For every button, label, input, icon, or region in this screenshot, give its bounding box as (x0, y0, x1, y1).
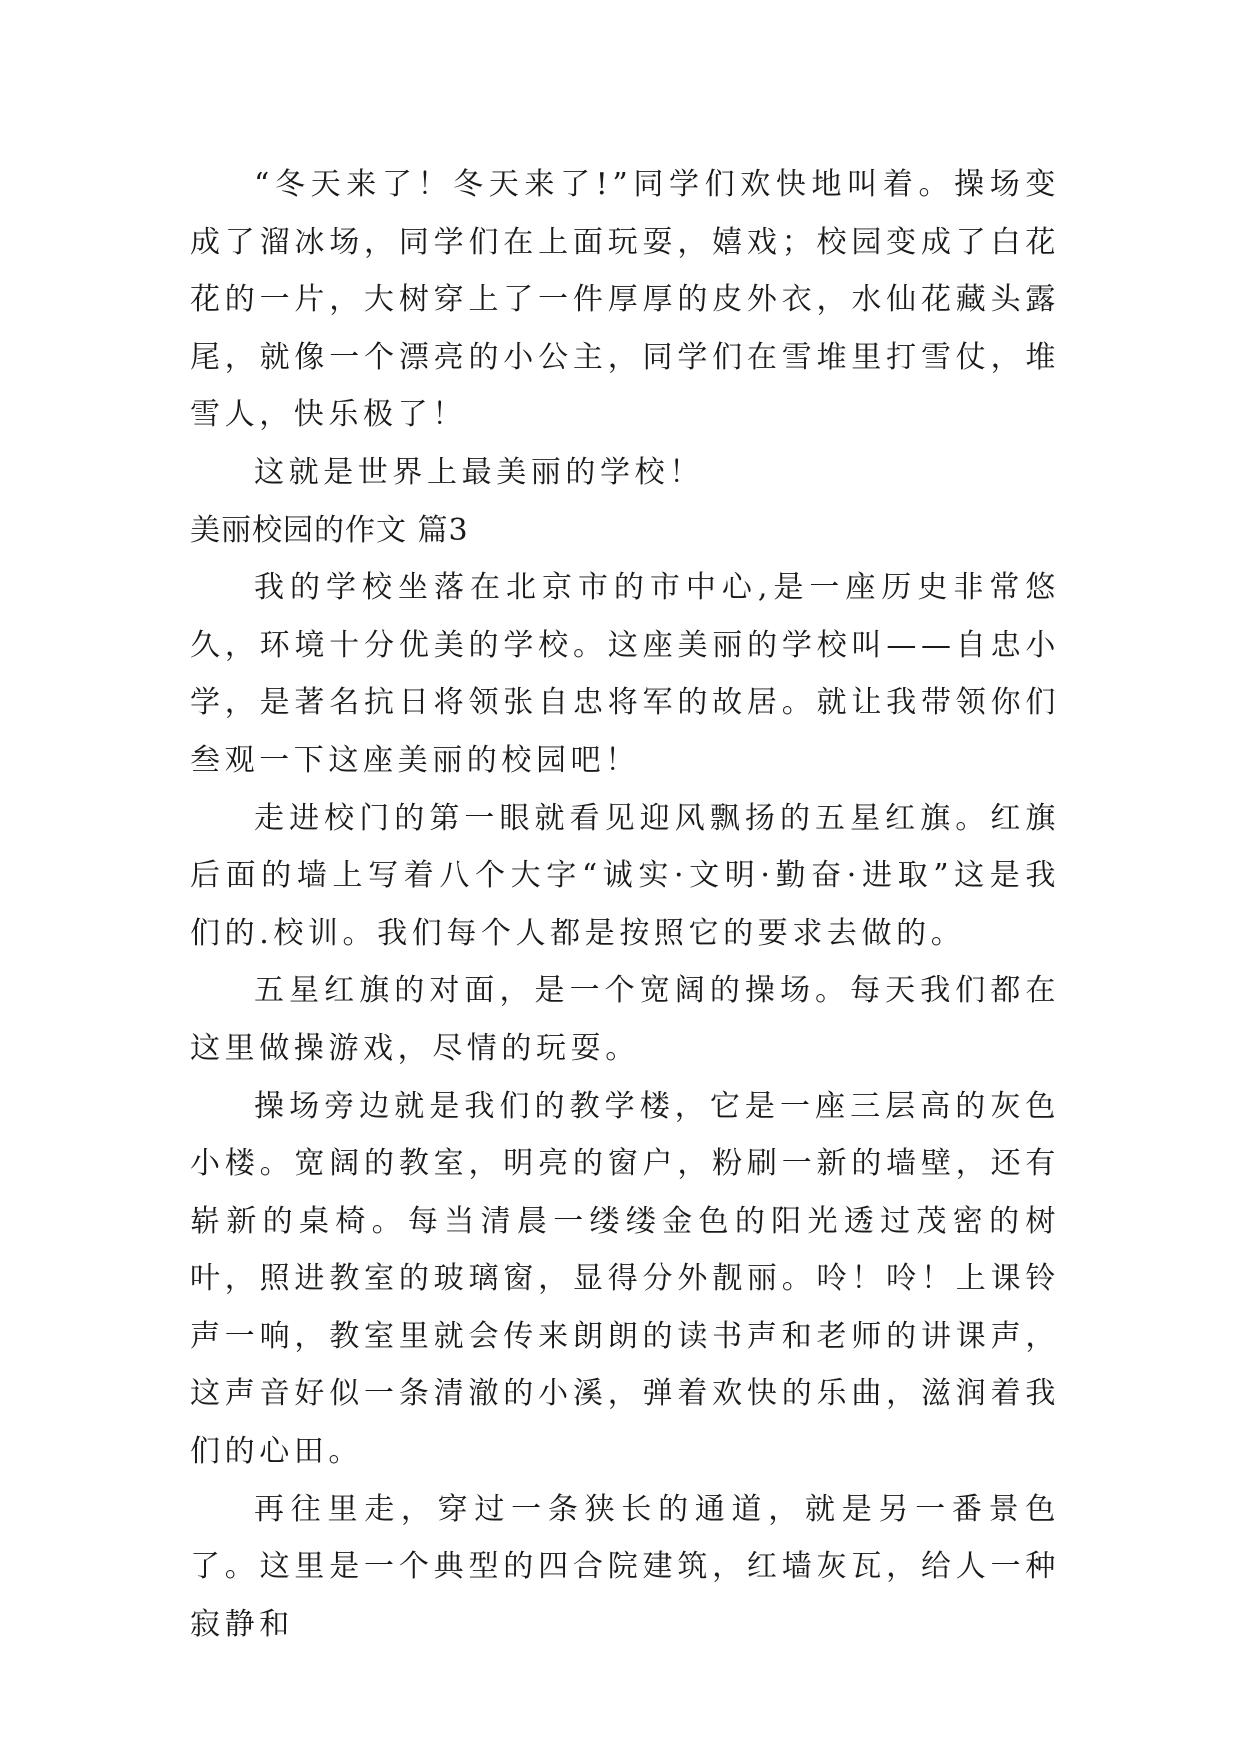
paragraph-school-location: 我的学校坐落在北京市的市中心,是一座历史非常悠久，环境十分优美的学校。这座美丽的学校叫——自忠小学，是著名抗日将领张自忠将军的故居。就让我带领你们叁观一下这座美丽的校园吧！ (190, 570, 1060, 778)
paragraph-courtyard: 再往里走，穿过一条狭长的通道，就是另一番景色了。这里是一个典型的四合院建筑，红墙灰瓦，给人一种寂静和 (190, 1491, 1060, 1642)
paragraph-winter: “冬天来了！冬天来了!”同学们欢快地叫着。操场变成了溜冰场，同学们在上面玩耍，嬉戏；校园变成了白花花的一片，大树穿上了一件厚厚的皮外衣，水仙花藏头露尾，就像一个漂亮的小公主，同学们在雪堆里打雪仗，堆雪人，快乐极了！ (190, 167, 1060, 433)
paragraph-most-beautiful: 这就是世界上最美丽的学校！ (254, 454, 704, 490)
paragraph-teaching-building: 操场旁边就是我们的教学楼，它是一座三层高的灰色小楼。宽阔的教室，明亮的窗户，粉刷一新的墙壁，还有崭新的桌椅。每当清晨一缕缕金色的阳光透过茂密的树叶，照进教室的玻璃窗，显得分外靓丽。呤！呤！上课铃声一响，教室里就会传来朗朗的读书声和老师的讲课声，这声音好似一条清澈的小溪，弹着欢快的乐曲，滋润着我们的心田。 (190, 1088, 1060, 1470)
essay-body (190, 156, 1060, 1653)
paragraph-playground: 五星红旗的对面，是一个宽阔的操场。每天我们都在这里做操游戏，尽情的玩耍。 (190, 973, 1060, 1066)
section-heading: 美丽校园的作文 篇3 (190, 512, 469, 548)
paragraph-school-gate: 走进校门的第一眼就看见迎风飘扬的五星红旗。红旗后面的墙上写着八个大字“诚实·文明·勤奋·进取”这是我们的.校训。我们每个人都是按照它的要求去做的。 (190, 800, 1060, 951)
